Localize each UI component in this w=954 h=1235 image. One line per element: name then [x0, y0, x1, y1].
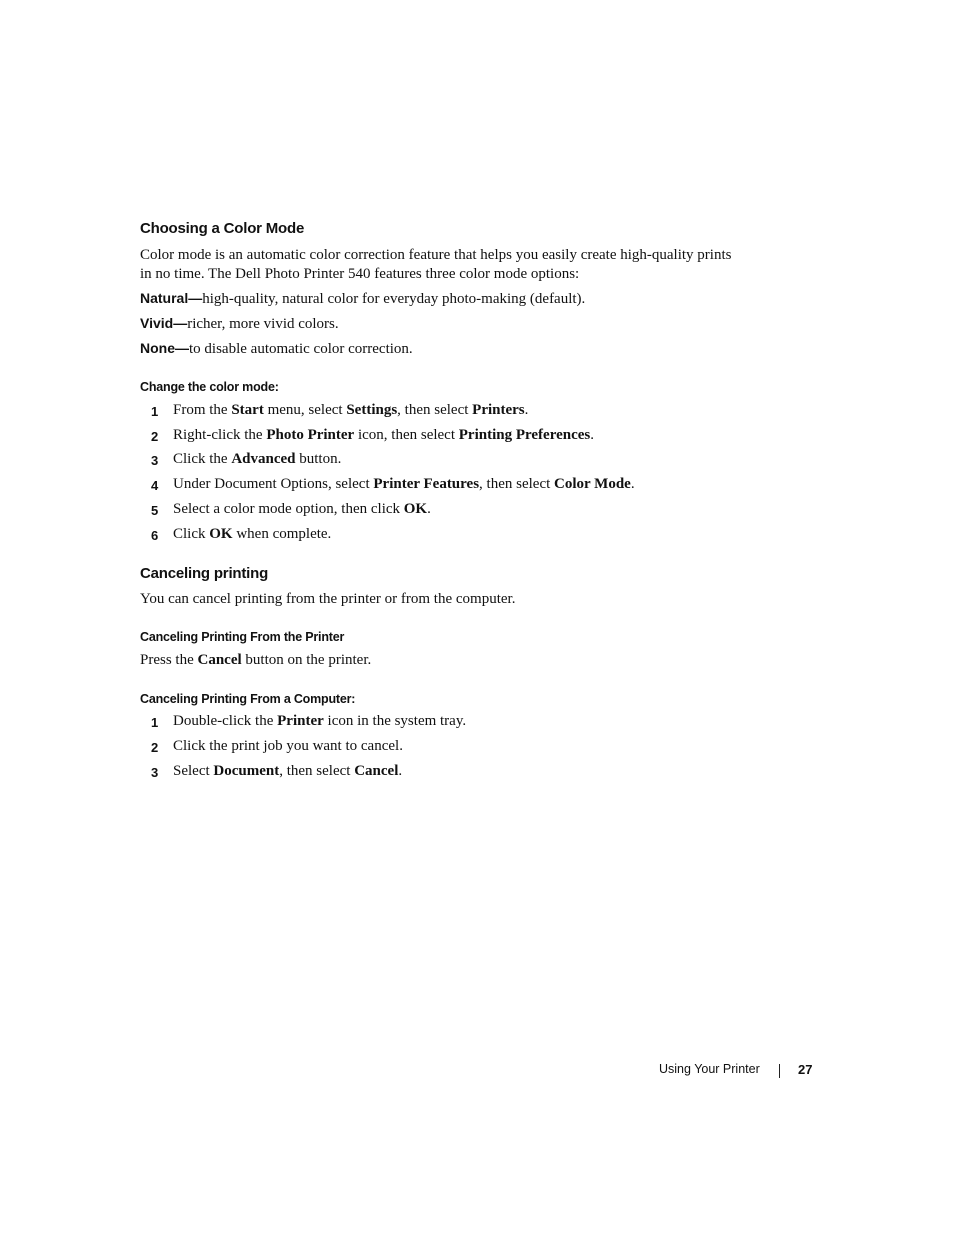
page-number: 27 [798, 1062, 813, 1077]
text-run: Right-click the [173, 427, 267, 443]
option-term: Vivid— [140, 315, 188, 331]
text-run: . [427, 501, 431, 517]
step-text [173, 402, 528, 419]
heading-canceling-printing: Canceling printing [140, 565, 269, 582]
step-text [173, 763, 402, 780]
cancel-from-printer-text [140, 652, 371, 669]
option-desc: to disable automatic color correction. [189, 341, 413, 357]
text-run: icon in the system tray. [323, 713, 467, 729]
text-run: Click the print job you want to cancel. [173, 738, 403, 754]
ui-term: Printer Features [373, 476, 480, 492]
option-vivid [140, 315, 339, 333]
text-run: menu, select [263, 402, 347, 418]
text-run: Click [173, 526, 210, 542]
option-none [140, 340, 413, 358]
text-run: , then select [279, 763, 355, 779]
step-text [173, 451, 341, 468]
ui-term: Document [213, 763, 280, 779]
ui-term: Cancel [354, 763, 399, 779]
canceling-intro: You can cancel printing from the printer or from the computer. [140, 591, 516, 607]
step-number: 1 [151, 404, 159, 419]
text-run: , then select [479, 476, 555, 492]
text-run: Select [173, 763, 214, 779]
footer-divider [779, 1064, 780, 1078]
text-run: Click the [173, 451, 232, 467]
step-number: 5 [151, 503, 159, 518]
ui-term: Advanced [231, 451, 296, 467]
text-run: button on the printer. [241, 652, 372, 668]
heading-cancel-from-computer: Canceling Printing From a Computer: [140, 692, 356, 706]
option-term: Natural— [140, 290, 203, 306]
step-number: 4 [151, 478, 159, 493]
ui-term: OK [403, 501, 428, 517]
step-text [173, 713, 466, 730]
intro-line-1: Color mode is an automatic color correction feature that helps you easily create high-quality prints [140, 247, 732, 263]
ui-term: Printer [277, 713, 324, 729]
text-run: . [590, 427, 594, 443]
step-number: 2 [151, 429, 159, 444]
ui-term: Start [231, 402, 264, 418]
option-desc: high-quality, natural color for everyday photo-making (default). [202, 291, 586, 307]
step-text [173, 501, 431, 518]
heading-cancel-from-printer: Canceling Printing From the Printer [140, 630, 345, 644]
text-run: Select a color mode option, then click [173, 501, 404, 517]
text-run: . [398, 763, 403, 779]
intro-line-2: in no time. The Dell Photo Printer 540 features three color mode options: [140, 266, 580, 282]
text-run: when complete. [232, 526, 332, 542]
step-text [173, 738, 403, 755]
ui-term: Settings [346, 402, 398, 418]
option-natural [140, 290, 585, 308]
text-run: From the [173, 402, 232, 418]
step-text [173, 526, 331, 543]
text-run: Double-click the [173, 713, 278, 729]
ui-term: Color Mode [554, 476, 631, 492]
ui-term: OK [209, 526, 233, 542]
ui-term: Cancel [197, 652, 242, 668]
text-run: , then select [397, 402, 473, 418]
text-run: button. [295, 451, 342, 467]
text-run: icon, then select [354, 427, 459, 443]
text-run: Press the [140, 652, 198, 668]
text-run: . [524, 402, 529, 418]
step-number: 3 [151, 765, 159, 780]
step-number: 3 [151, 453, 159, 468]
step-number: 6 [151, 528, 159, 543]
footer-section-label: Using Your Printer [659, 1062, 760, 1076]
text-run: Under Document Options, select [173, 476, 374, 492]
ui-term: Photo Printer [266, 427, 355, 443]
option-desc: richer, more vivid colors. [187, 316, 339, 332]
step-number: 1 [151, 715, 159, 730]
ui-term: Printing Preferences [458, 427, 591, 443]
heading-change-color-mode: Change the color mode: [140, 380, 279, 394]
heading-choosing-color-mode: Choosing a Color Mode [140, 220, 305, 237]
ui-term: Printers [472, 402, 525, 418]
text-run: . [630, 476, 635, 492]
option-term: None— [140, 340, 189, 356]
step-text [173, 476, 635, 493]
step-number: 2 [151, 740, 159, 755]
step-text [173, 427, 594, 444]
